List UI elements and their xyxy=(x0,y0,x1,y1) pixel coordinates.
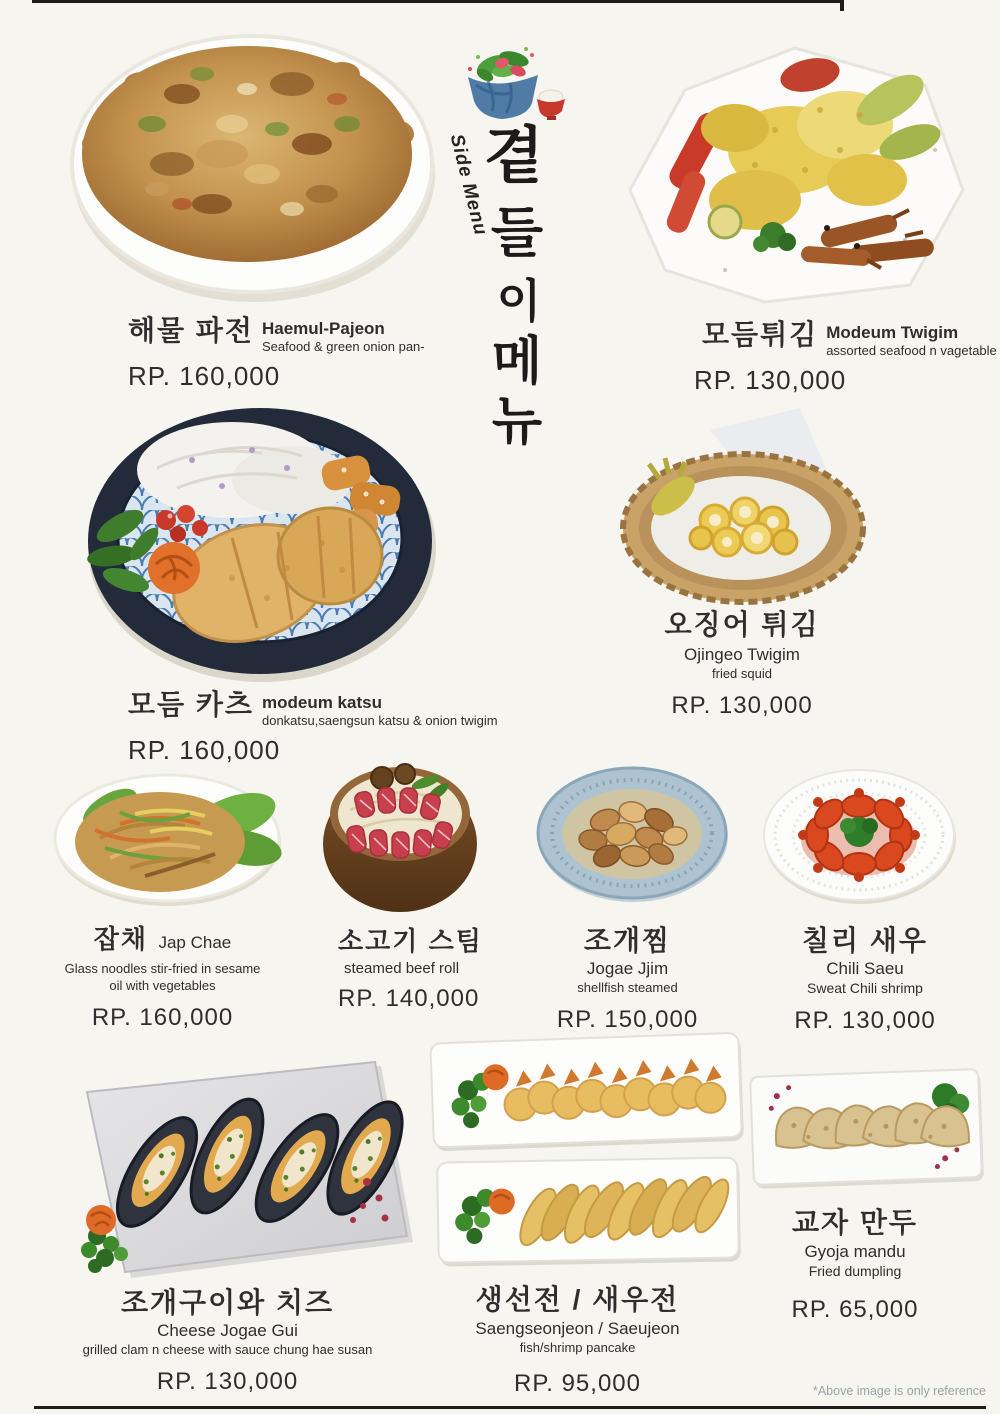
scan-edge-bottom xyxy=(34,1406,986,1409)
item-roman-name: Jogae Jjim xyxy=(586,959,669,979)
photo-saengseonjeon-saeujeon xyxy=(420,1028,765,1276)
photo-cheese-jogae-gui xyxy=(45,1040,415,1285)
item-description: shellfish steamed xyxy=(577,979,678,995)
item-description-line2: oil with vegetables xyxy=(109,977,216,993)
photo-jogae-jjim xyxy=(535,764,730,904)
image-reference-footnote: *Above image is only reference xyxy=(812,1384,986,1398)
item-description: donkatsu,saengsun katsu & onion twigim xyxy=(261,712,498,728)
photo-sogogi-steam xyxy=(320,752,480,914)
item-korean-name: 조개찜 xyxy=(583,925,672,956)
item-roman-name: Saengseonjeon / Saeujeon xyxy=(475,1319,680,1339)
item-description: Seafood & green onion pan- xyxy=(261,338,425,354)
item-price: RP. 130,000 xyxy=(671,692,813,720)
item-price: RP. 130,000 xyxy=(794,1007,936,1035)
item-cheese-jogae-gui-label xyxy=(80,1288,375,1396)
item-price: RP. 95,000 xyxy=(514,1370,641,1398)
item-ojingeo-twigim-label xyxy=(617,610,867,720)
photo-modeum-twigim xyxy=(605,30,990,320)
item-chili-saeu-label xyxy=(770,926,960,1035)
korean-calligraphy-char-4: 메 xyxy=(491,333,543,391)
scan-edge-top xyxy=(32,0,844,3)
korean-calligraphy-char-3: 이 xyxy=(496,275,542,327)
item-price: RP. 160,000 xyxy=(91,1003,234,1031)
item-modeum-twigim-label xyxy=(694,320,997,396)
carrot-rose xyxy=(148,542,200,594)
item-price: RP. 65,000 xyxy=(791,1296,919,1324)
fish-pancake-plate xyxy=(437,1157,741,1266)
item-korean-name: 조개구이와 치즈 xyxy=(120,1287,335,1318)
item-description: steamed beef roll xyxy=(344,960,460,978)
photo-ojingeo-twigim xyxy=(615,400,880,610)
item-description: assorted seafood n vagetable xyxy=(826,342,997,358)
item-japchae-label xyxy=(40,926,285,1032)
item-sogogi-steam-label xyxy=(338,928,483,1013)
carrot-rose xyxy=(86,1205,116,1235)
item-haemul-pajeon-label xyxy=(128,316,425,392)
photo-haemul-pajeon xyxy=(62,14,462,309)
item-price: RP. 160,000 xyxy=(128,360,281,391)
item-price: RP. 130,000 xyxy=(694,364,847,395)
side-menu-rotated-label: Side Menu xyxy=(445,132,492,239)
item-roman-name: Jap Chae xyxy=(158,933,232,952)
glass-noodles xyxy=(75,792,245,892)
item-korean-name: 칠리 새우 xyxy=(802,925,928,956)
item-roman-name: Haemul-Pajeon xyxy=(261,319,385,338)
item-description: fried squid xyxy=(712,665,772,681)
korean-calligraphy-char-1: 곁 xyxy=(484,122,544,191)
pancake xyxy=(82,46,414,262)
item-roman-name: Modeum Twigim xyxy=(826,323,959,342)
salad-leaves xyxy=(468,47,534,84)
item-roman-name: Ojingeo Twigim xyxy=(684,645,800,665)
item-description: grilled clam n cheese with sauce chung hae susan xyxy=(82,1341,373,1357)
item-korean-name: 소고기 스팀 xyxy=(338,926,483,956)
item-roman-name: Cheese Jogae Gui xyxy=(157,1321,298,1341)
item-korean-name: 오징어 튀김 xyxy=(664,609,820,640)
shrimp-plate xyxy=(430,1033,744,1152)
item-price: RP. 150,000 xyxy=(556,1006,699,1034)
photo-modeum-katsu xyxy=(82,398,442,682)
item-jogae-jjim-label xyxy=(540,926,715,1034)
item-roman-name: Gyoja mandu xyxy=(804,1242,906,1262)
photo-japchae xyxy=(50,768,285,913)
item-korean-name: 모듬 카츠 xyxy=(128,689,254,720)
item-price: RP. 160,000 xyxy=(128,734,281,765)
item-korean-name: 해물 파전 xyxy=(128,315,254,346)
item-gyoja-mandu-label xyxy=(755,1208,955,1324)
photo-gyoja-mandu xyxy=(738,1055,996,1205)
item-korean-name: 잡채 xyxy=(93,924,148,954)
korean-calligraphy-char-2: 들 xyxy=(490,203,544,263)
item-korean-name: 생선전 / 새우전 xyxy=(475,1284,680,1315)
item-description: Fried dumpling xyxy=(808,1262,902,1279)
item-korean-name: 교자 만두 xyxy=(792,1207,918,1238)
item-description: Sweat Chili shrimp xyxy=(807,979,923,996)
item-roman-name: modeum katsu xyxy=(261,693,382,712)
item-roman-name: Chili Saeu xyxy=(826,959,904,979)
blue-bowl xyxy=(468,75,538,119)
photo-chili-saeu xyxy=(760,764,960,906)
item-price: RP. 130,000 xyxy=(156,1368,299,1396)
item-saengseonjeon-label xyxy=(445,1285,710,1398)
korean-calligraphy-char-5: 뉴 xyxy=(491,393,543,451)
item-price: RP. 140,000 xyxy=(338,985,480,1013)
scan-edge-top-tick xyxy=(840,0,844,11)
rice-bowl xyxy=(537,90,565,120)
item-description-line1: Glass noodles stir-fried in sesame xyxy=(64,961,261,977)
item-description: fish/shrimp pancake xyxy=(519,1339,636,1355)
salad-bowl-icon xyxy=(452,45,572,133)
item-korean-name: 모듬튀김 xyxy=(702,319,819,350)
